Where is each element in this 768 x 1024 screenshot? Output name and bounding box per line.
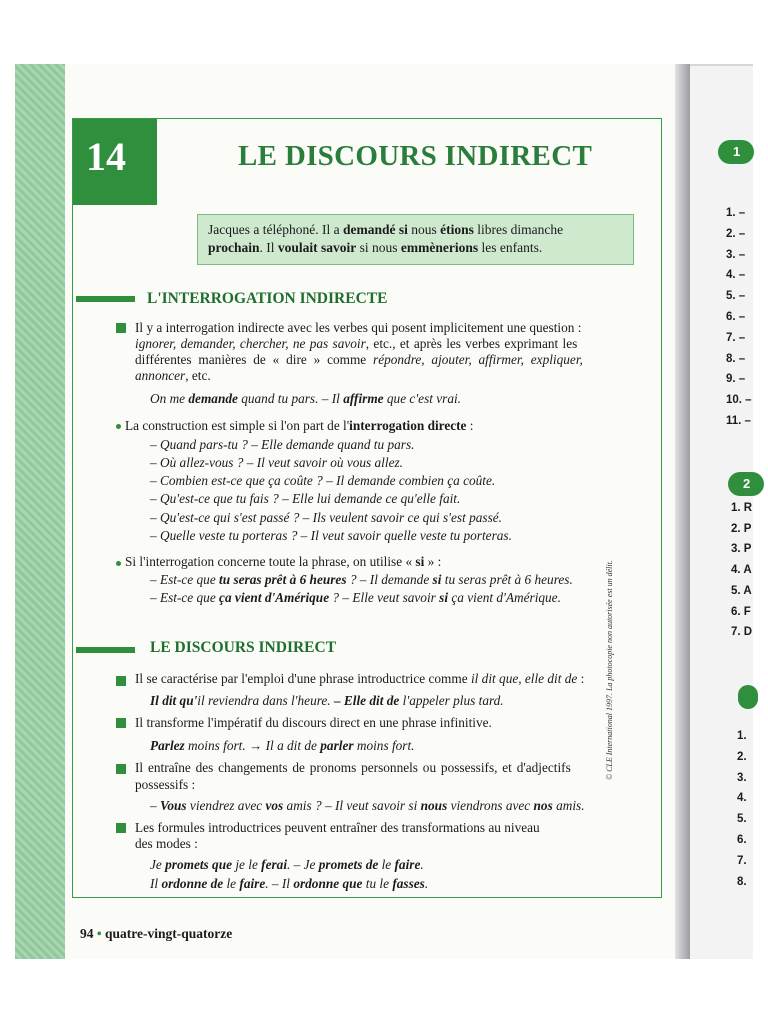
bullet-square xyxy=(116,676,126,686)
right-list-item: 3. P xyxy=(731,543,752,556)
item2-text: Il transforme l'impératif du discours direct en une phrase infinitive. xyxy=(135,715,492,730)
right-list-item: 1. – xyxy=(726,207,746,219)
intro-line-1: Jacques a téléphoné. Il a demandé si nous étions libres dimanche xyxy=(208,222,564,237)
section-bar xyxy=(76,647,135,653)
example-1: On me demande quand tu pars. – Il affirme que c'est vrai. xyxy=(150,391,462,406)
green-margin-strip xyxy=(15,64,65,959)
book-gutter xyxy=(675,64,690,959)
right-list-item: 10. – xyxy=(726,394,752,407)
right-list-item: 6. – xyxy=(726,311,746,323)
right-list-item: 8. xyxy=(737,875,747,888)
copyright-notice: © CLE International 1997. La photocopie non autorisée est un délit. xyxy=(605,560,614,780)
right-list-item: 3. xyxy=(737,771,747,784)
right-list-item: 4. A xyxy=(731,564,752,577)
bullet-square xyxy=(116,718,126,728)
item1-example: Il dit qu'il reviendra dans l'heure. – Elle dit de l'appeler plus tard. xyxy=(150,693,504,708)
example-line: – Est-ce que tu seras prêt à 6 heures ? – Il demande si tu seras prêt à 6 heures. xyxy=(150,572,573,587)
bullet-square xyxy=(116,323,126,333)
right-list-item: 7. D xyxy=(731,626,753,639)
right-list-item: 5. xyxy=(737,813,747,826)
right-list-item: 6. xyxy=(737,834,747,846)
page-footer xyxy=(80,926,232,942)
right-list-item: 11. – xyxy=(726,415,751,427)
right-list-item: 1. R xyxy=(731,502,753,514)
para1-line3: différentes manières de « dire » comme répondre, ajouter, affirmer, expliquer, xyxy=(135,352,583,367)
right-list-item: 7. – xyxy=(726,331,746,344)
example-line: – Qu'est-ce qui s'est passé ? – Ils veulent savoir ce qui s'est passé. xyxy=(150,510,502,525)
item3-line1: Il entraîne des changements de pronoms personnels ou possessifs, et d'adjectifs xyxy=(135,760,571,775)
example-line: – Qu'est-ce que tu fais ? – Elle lui demande ce qu'elle fait. xyxy=(150,491,461,506)
right-list-item: 2. – xyxy=(726,227,746,240)
item4-example-2: Il ordonne de le faire. – Il ordonne que tu le fasses. xyxy=(150,876,429,891)
footer-dot: • xyxy=(96,926,102,941)
right-list-item: 5. – xyxy=(726,290,746,303)
bullet-square xyxy=(116,764,126,774)
right-list-item: 2. P xyxy=(731,522,752,535)
right-list-item: 3. – xyxy=(726,248,746,261)
item1-text: Il se caractérise par l'emploi d'une phrase introductrice comme il dit que, elle dit de : xyxy=(135,671,585,686)
section-heading-interrogation: L'INTERROGATION INDIRECTE xyxy=(147,290,388,307)
bullet-dot xyxy=(116,561,121,566)
para1-line2: ignorer, demander, chercher, ne pas savoir, etc., et après les verbes exprimant les xyxy=(135,336,578,351)
item2-example: Parlez moins fort. → Il a dit de parler moins fort. xyxy=(150,738,415,753)
right-list-item: 7. xyxy=(737,854,747,867)
intro-example-box xyxy=(197,214,634,265)
chapter-title: LE DISCOURS INDIRECT xyxy=(238,140,593,172)
example-line: – Quand pars-tu ? – Elle demande quand tu pars. xyxy=(150,437,415,452)
right-list-item: 6. F xyxy=(731,605,751,618)
right-list-item: 2. xyxy=(737,750,747,763)
example-line: – Où allez-vous ? – Il veut savoir où vous allez. xyxy=(150,455,403,470)
page-number: 94 xyxy=(80,926,94,941)
para1-line1: Il y a interrogation indirecte avec les verbes qui posent implicitement une question : xyxy=(135,320,582,335)
page-words: quatre-vingt-quatorze xyxy=(104,926,233,941)
right-list-item: 9. – xyxy=(726,373,746,386)
right-list-item: 1. xyxy=(737,730,747,742)
intro-line-2: prochain. Il voulait savoir si nous emmènerions les enfants. xyxy=(208,240,543,255)
section-bar xyxy=(76,296,135,302)
item4-example-1: Je promets que je le ferai. – Je promets de le faire. xyxy=(150,857,424,872)
item3-example: – Vous viendrez avec vos amis ? – Il veut savoir si nous viendrons avec nos amis. xyxy=(150,798,585,813)
chapter-number: 14 xyxy=(86,134,126,179)
exercise-badge-2: 2 xyxy=(728,472,764,496)
example-line: – Combien est-ce que ça coûte ? – Il demande combien ça coûte. xyxy=(150,473,496,488)
item4-line1: Les formules introductrices peuvent entraîner des transformations au niveau xyxy=(135,820,540,835)
right-list-item: 8. – xyxy=(726,352,746,365)
para1-line4: annoncer, etc. xyxy=(135,368,211,383)
bullet-square xyxy=(116,823,126,833)
right-list-item: 4. – xyxy=(726,269,746,282)
exercise-badge-1: 1 xyxy=(718,140,754,164)
example-line: – Est-ce que ça vient d'Amérique ? – Elle veut savoir si ça vient d'Amérique. xyxy=(150,590,561,605)
item3-line2: possessifs : xyxy=(135,777,196,792)
item4-line2: des modes : xyxy=(135,836,198,851)
example-line: – Quelle veste tu porteras ? – Il veut savoir quelle veste tu porteras. xyxy=(150,528,512,543)
right-list-item: 4. xyxy=(737,792,747,805)
bullet2-text: Si l'interrogation concerne toute la phrase, on utilise « si » : xyxy=(125,554,442,569)
bullet1-text: La construction est simple si l'on part de l'interrogation directe : xyxy=(125,418,474,433)
exercise-badge-3 xyxy=(738,685,758,709)
section-heading-discours: LE DISCOURS INDIRECT xyxy=(150,639,337,656)
bullet-dot xyxy=(116,424,121,429)
right-list-item: 5. A xyxy=(731,584,752,597)
